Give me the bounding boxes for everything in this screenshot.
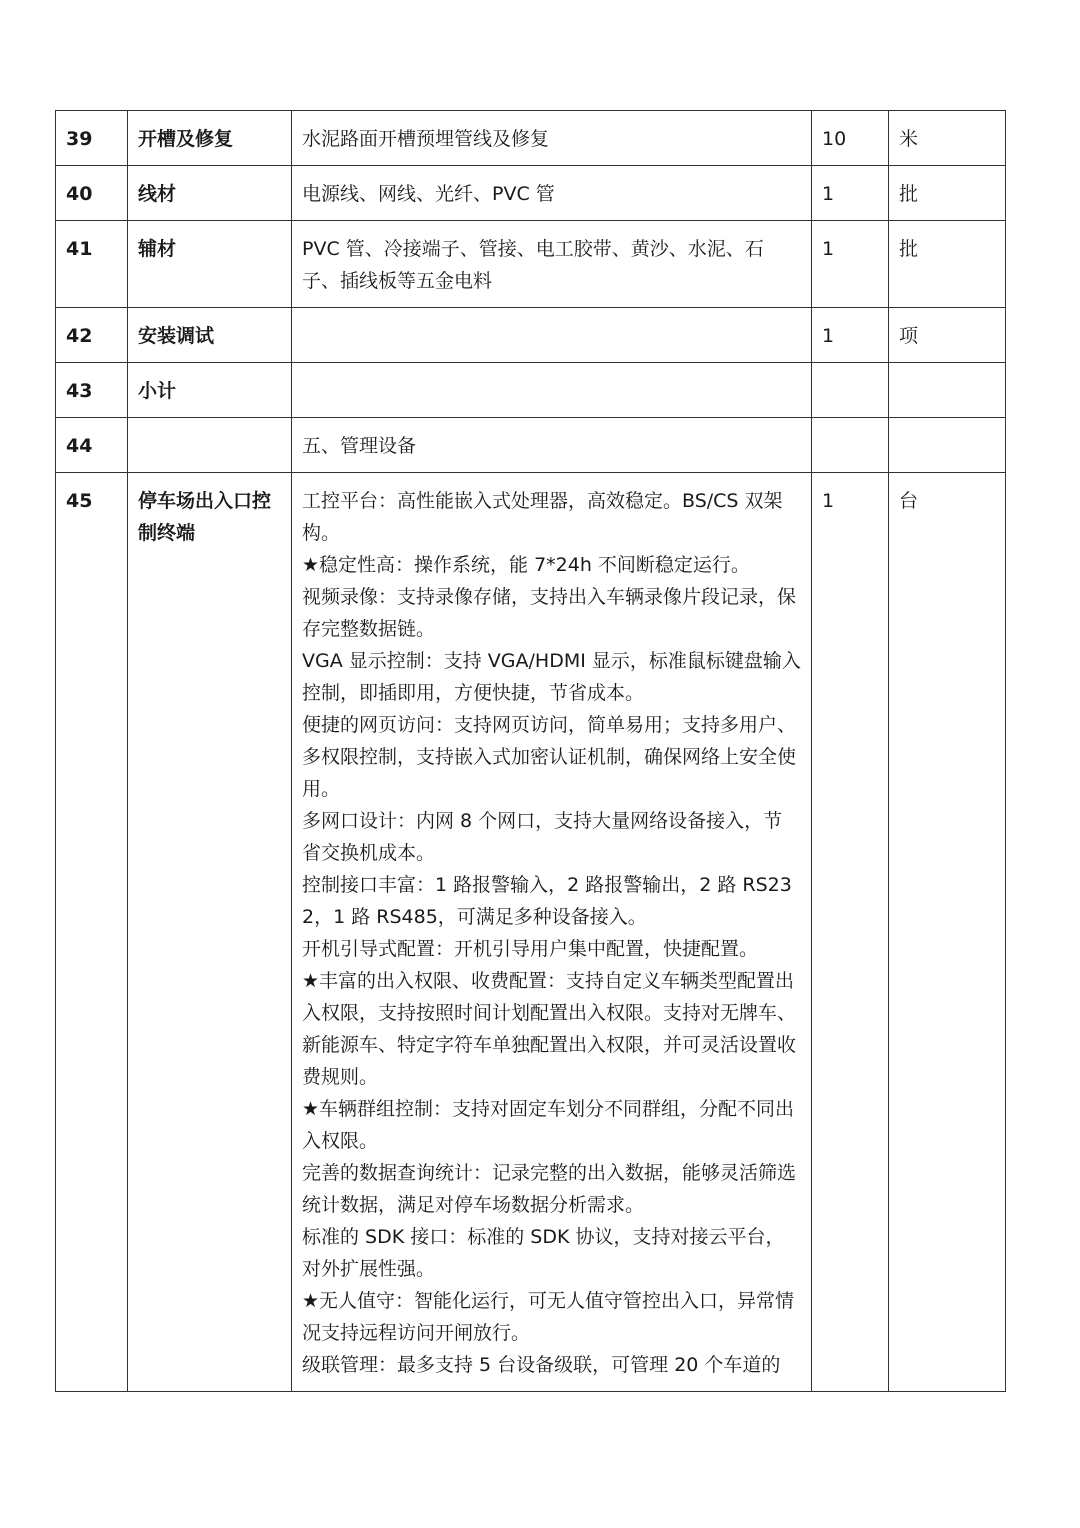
item-quantity: 1 — [812, 473, 889, 1392]
table-row — [56, 363, 1006, 418]
table-row — [56, 473, 1006, 1392]
table-row — [56, 166, 1006, 221]
item-description — [292, 473, 812, 1392]
table-row — [56, 308, 1006, 363]
description-line: 五、管理设备 — [302, 435, 417, 457]
description-line: 电源线、网线、光纤、PVC 管 — [302, 183, 555, 205]
item-quantity — [812, 363, 889, 418]
description-line: 工控平台：高性能嵌入式处理器，高效稳定。BS/CS 双架构。 — [302, 490, 783, 544]
item-unit: 项 — [889, 308, 1006, 363]
row-number: 42 — [56, 308, 128, 363]
description-line: 完善的数据查询统计：记录完整的出入数据，能够灵活筛选统计数据，满足对停车场数据分析需求。 — [302, 1162, 797, 1216]
item-unit — [889, 418, 1006, 473]
item-name — [128, 418, 292, 473]
description-line: 便捷的网页访问：支持网页访问，简单易用；支持多用户、多权限控制，支持嵌入式加密认证机制，确保网络上安全使用。 — [302, 714, 797, 800]
row-number: 44 — [56, 418, 128, 473]
item-name: 小计 — [128, 363, 292, 418]
item-name: 线材 — [128, 166, 292, 221]
item-unit: 台 — [889, 473, 1006, 1392]
item-unit: 米 — [889, 111, 1006, 166]
description-line: 水泥路面开槽预埋管线及修复 — [302, 128, 550, 150]
row-number: 45 — [56, 473, 128, 1392]
description-line: ★车辆群组控制：支持对固定车划分不同群组，分配不同出入权限。 — [302, 1098, 795, 1152]
item-description — [292, 166, 812, 221]
table-body — [56, 111, 1006, 1392]
item-description — [292, 363, 812, 418]
item-name: 安装调试 — [128, 308, 292, 363]
item-unit: 批 — [889, 221, 1006, 308]
description-line: 开机引导式配置：开机引导用户集中配置，快捷配置。 — [302, 938, 759, 960]
description-line: 控制接口丰富：1 路报警输入，2 路报警输出，2 路 RS232，1 路 RS485，可满足多种设备接入。 — [302, 874, 792, 928]
item-description — [292, 221, 812, 308]
description-line: ★稳定性高：操作系统，能 7*24h 不间断稳定运行。 — [302, 554, 750, 576]
item-unit — [889, 363, 1006, 418]
equipment-spec-table — [55, 110, 1006, 1392]
item-description — [292, 418, 812, 473]
row-number: 39 — [56, 111, 128, 166]
description-line: PVC 管、冷接端子、管接、电工胶带、黄沙、水泥、石子、插线板等五金电料 — [302, 238, 764, 292]
description-line: 级联管理：最多支持 5 台设备级联，可管理 20 个车道的 — [302, 1354, 781, 1376]
row-number: 40 — [56, 166, 128, 221]
description-line: 多网口设计：内网 8 个网口，支持大量网络设备接入，节省交换机成本。 — [302, 810, 783, 864]
item-name: 开槽及修复 — [128, 111, 292, 166]
table-row — [56, 418, 1006, 473]
item-quantity: 1 — [812, 221, 889, 308]
item-quantity: 1 — [812, 308, 889, 363]
item-description — [292, 308, 812, 363]
description-line: ★丰富的出入权限、收费配置：支持自定义车辆类型配置出入权限，支持按照时间计划配置出入权限。支持对无牌车、新能源车、特定字符车单独配置出入权限，并可灵活设置收费规则。 — [302, 970, 797, 1088]
description-line: 标准的 SDK 接口：标准的 SDK 协议，支持对接云平台，对外扩展性强。 — [302, 1226, 785, 1280]
item-quantity: 1 — [812, 166, 889, 221]
item-description — [292, 111, 812, 166]
table-row — [56, 221, 1006, 308]
item-unit: 批 — [889, 166, 1006, 221]
description-line: ★无人值守：智能化运行，可无人值守管控出入口，异常情况支持远程访问开闸放行。 — [302, 1290, 795, 1344]
description-line: VGA 显示控制：支持 VGA/HDMI 显示，标准鼠标键盘输入控制，即插即用，方便快捷，节省成本。 — [302, 650, 801, 704]
item-quantity: 10 — [812, 111, 889, 166]
row-number: 43 — [56, 363, 128, 418]
table-row — [56, 111, 1006, 166]
item-name: 停车场出入口控制终端 — [128, 473, 292, 1392]
description-line: 视频录像：支持录像存储，支持出入车辆录像片段记录，保存完整数据链。 — [302, 586, 797, 640]
row-number: 41 — [56, 221, 128, 308]
item-quantity — [812, 418, 889, 473]
item-name: 辅材 — [128, 221, 292, 308]
